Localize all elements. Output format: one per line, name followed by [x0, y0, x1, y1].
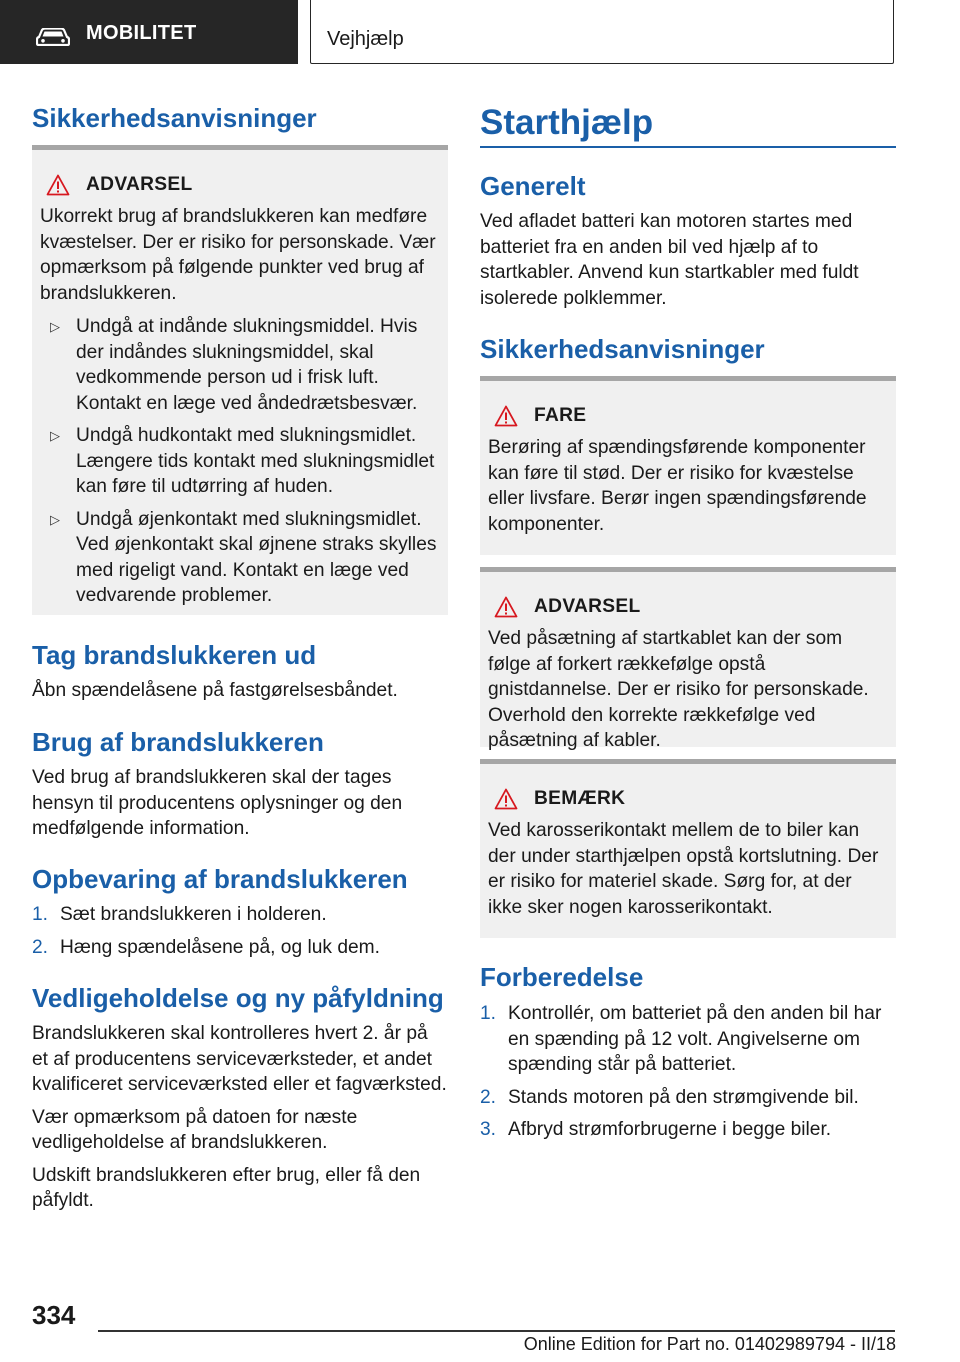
- use-heading: Brug af brandslukkeren: [32, 727, 324, 757]
- notice-box: [480, 759, 896, 938]
- section-tab-label: Vejhjælp: [327, 28, 404, 50]
- warning-bullet-list: [40, 314, 440, 609]
- bullet-item: ▷ Undgå hudkontakt med slukningsmidlet. Længere tids kontakt med slukningsmidlet kan føre til udtørring af huden.: [50, 425, 435, 497]
- warning-label: ADVARSEL: [86, 174, 193, 195]
- prep-steps: [480, 1001, 896, 1150]
- step-number: 3.: [480, 1119, 497, 1140]
- danger-text: Berøring af spændingsførende komponenter kan føre til stød. Der er risiko for kvæstelse eller livsfare. Berør ingen spændingsførende komponenter.: [488, 437, 867, 535]
- warning-header: [46, 172, 440, 198]
- page-number: 334: [32, 1300, 76, 1330]
- maintenance-paragraph: Vær opmærksom på datoen for næste vedligeholdelse af brandslukkeren.: [32, 1106, 358, 1153]
- page-header: [0, 0, 960, 66]
- warning-triangle-icon: [46, 174, 70, 196]
- maintenance-paragraph: Brandslukkeren skal kontrolleres hvert 2. år på et af producentens serviceværksteder, et andet kvalificeret serviceværksted eller et fagværksted.: [32, 1023, 447, 1095]
- list-item: 1. Sæt brandslukkeren i holderen.: [32, 902, 448, 928]
- bullet-triangle-icon: ▷: [50, 319, 60, 334]
- warning-text: Ukorrekt brug af brandslukkeren kan medføre kvæstelser. Der er risiko for personskade. Vær opmærksom på følgende punkter ved brug af brandslukkeren.: [40, 206, 436, 304]
- car-icon: [36, 28, 70, 46]
- bullet-triangle-icon: ▷: [50, 428, 60, 443]
- chapter-tab[interactable]: [0, 0, 298, 64]
- warning-text: Ved påsætning af startkablet kan der som følge af forkert rækkefølge opstå gnistdannelse. Der er risiko for personskade. Overhold den korrekte rækkefølge ved påsætning af kabler.: [488, 628, 869, 751]
- warning-triangle-icon: [494, 596, 518, 618]
- remove-heading: Tag brandslukkeren ud: [32, 640, 317, 670]
- maintenance-paragraph: Udskift brandslukkeren efter brug, eller få den påfyldt.: [32, 1164, 421, 1211]
- page-title: Starthjælp: [480, 103, 654, 142]
- prep-heading: Forberedelse: [480, 962, 644, 992]
- danger-label: FARE: [534, 405, 587, 426]
- list-item: 1. Kontrollér, om batteriet på den anden bil har en spænding på 12 volt. Angivelserne om spænding står på batteriet.: [480, 1003, 882, 1075]
- general-heading: Generelt: [480, 171, 586, 201]
- maintenance-body: [32, 1021, 448, 1214]
- use-text: Ved brug af brandslukkeren skal der tages hensyn til producentens oplysninger og den medfølgende information.: [32, 767, 403, 839]
- notice-text: Ved karosserikontakt mellem de to biler kan der under starthjælpen opstå kortslutning. Der er risiko for materiel skade. Sørg for, at der ikke sker nogen karosserikontakt.: [488, 820, 879, 918]
- warning-box-extinguisher: [32, 145, 448, 615]
- danger-box: [480, 376, 896, 555]
- safety-heading-left: Sikkerhedsanvisninger: [32, 103, 317, 133]
- general-text: Ved afladet batteri kan motoren startes med batteriet fra en anden bil ved hjælp af to startkabler. Anvend kun startkabler med fuldt isolerede polklemmer.: [480, 211, 859, 309]
- bullet-triangle-icon: ▷: [50, 511, 60, 527]
- footer-rule: [98, 1330, 895, 1332]
- bullet-item: ▷ Undgå at indånde slukningsmiddel. Hvis der indåndes slukningsmiddel, skal vedkommende person ud i frisk luft. Kontakt en læge ved åndedrætsbesvær.: [50, 316, 418, 414]
- edition-text: Online Edition for Part no. 01402989794 - II/18: [523, 1334, 896, 1354]
- section-tab[interactable]: [310, 0, 894, 64]
- warning-triangle-icon: [494, 788, 518, 810]
- step-number: 1.: [32, 904, 49, 925]
- remove-text: Åbn spændelåsene på fastgørelsesbåndet.: [32, 680, 398, 701]
- danger-header: [494, 403, 888, 429]
- step-number: 2.: [32, 936, 49, 958]
- list-item: 3. Afbryd strømforbrugerne i begge biler.: [480, 1117, 896, 1143]
- warning-label: ADVARSEL: [534, 596, 641, 617]
- step-number: 1.: [480, 1003, 497, 1024]
- chapter-tab-label: MOBILITET: [86, 22, 197, 44]
- storage-steps: [32, 902, 448, 967]
- warning-box-cable: [480, 567, 896, 751]
- list-item: 2. Stands motoren på den strømgivende bil.: [480, 1085, 896, 1111]
- maintenance-heading: Vedligeholdelse og ny påfyldning: [32, 983, 444, 1013]
- notice-header: [494, 786, 888, 812]
- notice-label: BEMÆRK: [534, 788, 626, 809]
- storage-heading: Opbevaring af brandslukkeren: [32, 864, 408, 894]
- bullet-item: ▷ Undgå øjenkontakt med slukningsmidlet. Ved øjenkontakt skal øjnene straks skylles med rigeligt vand. Kontakt en læge ved vedvarende problemer.: [50, 508, 437, 606]
- safety-heading-right: Sikkerhedsanvisninger: [480, 334, 765, 364]
- list-item: 2. Hæng spændelåsene på, og luk dem.: [32, 935, 448, 961]
- warning-header: [494, 594, 888, 620]
- warning-triangle-icon: [494, 405, 518, 427]
- title-rule: [480, 146, 896, 148]
- step-number: 2.: [480, 1086, 497, 1108]
